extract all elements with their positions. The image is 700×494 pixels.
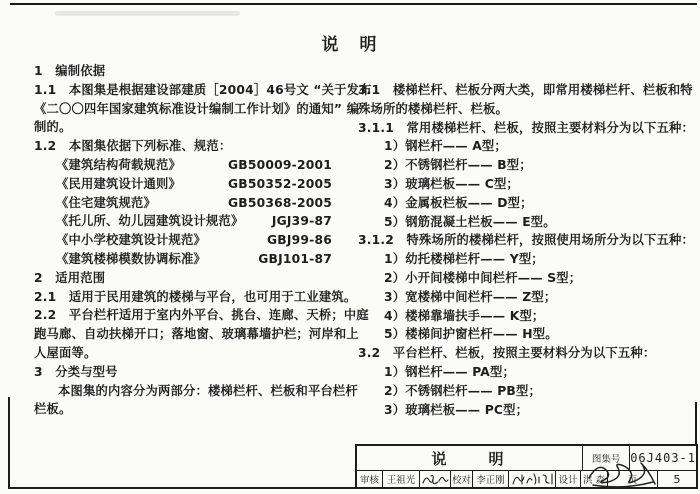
- text-line: 3.1.2 特殊场所的楼梯栏杆，按照使用场所分为以下五种：: [358, 233, 694, 248]
- right-text-column: [358, 81, 694, 419]
- text-line: 2.1 适用于民用建筑的楼梯与平台，也可用于工业建筑。: [34, 289, 357, 304]
- list-item: 3）宽楼梯中间栏杆—— Z型；: [384, 289, 557, 304]
- list-item: 1）钢栏杆—— PA型；: [384, 364, 516, 379]
- standard-title: 《托儿所、幼儿园建筑设计规范》: [56, 214, 244, 229]
- title-block-row-1: [357, 446, 696, 470]
- standard-reference: [34, 212, 332, 231]
- standard-code: GB50352-2005: [228, 176, 332, 191]
- standard-title: 《住宅建筑规范》: [56, 195, 156, 210]
- section-heading: 3 分类与型号: [34, 364, 118, 379]
- review-name: 王祖光: [382, 471, 419, 487]
- list-item: 3）玻璃栏板—— PC型；: [384, 402, 529, 417]
- text-line: 3.2 平台栏杆、栏板，按照主要材料分为以下五种：: [358, 346, 656, 361]
- text-line: 《二〇〇四年国家建筑标准设计编制工作计划》的通知” 编: [34, 101, 360, 116]
- standard-code: GBJ99-86: [267, 233, 332, 248]
- list-item: 2）不锈钢栏杆—— B型；: [384, 158, 532, 173]
- standard-code: JGJ39-87: [271, 214, 332, 229]
- atlas-number: 06J403-1: [629, 446, 696, 470]
- list-item: 5）楼梯间护窗栏杆—— H型。: [384, 327, 558, 342]
- text-line: 人屋面等。: [34, 345, 97, 360]
- design-label: 设计: [555, 471, 580, 487]
- standard-code: GB50368-2005: [228, 195, 332, 210]
- list-item: 4）金属板栏板—— D型；: [384, 195, 533, 210]
- title-block-title: 说 明: [431, 449, 508, 468]
- standard-title: 《建筑结构荷载规范》: [56, 157, 181, 172]
- standard-reference: [34, 231, 332, 250]
- sheet-page-number: 5: [657, 471, 696, 487]
- standard-code: GB50009-2001: [228, 157, 332, 172]
- standard-reference: [34, 194, 332, 213]
- standard-reference: [34, 175, 332, 194]
- text-line: 殊场所的楼梯栏杆、栏板。: [358, 101, 508, 116]
- list-item: 3）玻璃栏板—— C型；: [384, 176, 519, 191]
- section-heading: 2 适用范围: [34, 270, 106, 285]
- text-line: 跑马廊、自动扶梯开口；落地窗、玻璃幕墙护栏；河岸和上: [34, 327, 359, 342]
- atlas-number-label: 图集号: [582, 446, 629, 470]
- text-line: 栏板。: [34, 402, 72, 417]
- list-item: 1）幼托楼梯栏杆—— Y型；: [384, 252, 544, 267]
- text-line: 2.2 平台栏杆适用于室内外平台、挑台、连廊、天桥；中庭: [34, 308, 369, 323]
- list-item: 2）小开间楼梯中间栏杆—— S型；: [384, 270, 582, 285]
- list-item: 2）不锈钢栏杆—— PB型；: [384, 383, 541, 398]
- left-text-column: [34, 62, 372, 419]
- page-label: 页: [607, 471, 657, 487]
- standard-reference: [34, 156, 332, 175]
- frame-top-line: [10, 3, 697, 5]
- list-item: 5）钢筋混凝土栏板—— E型。: [384, 214, 556, 229]
- list-item: 4）楼梯靠墙扶手—— K型；: [384, 308, 545, 323]
- frame-left-line: [8, 397, 10, 489]
- title-block: [355, 444, 698, 489]
- section-heading: 1 编制依据: [34, 64, 106, 78]
- design-name: 洪 森: [580, 471, 607, 487]
- standard-title: 《中小学校建筑设计规范》: [56, 233, 206, 248]
- scan-smudge: [55, 11, 240, 16]
- title-block-row-2: [357, 470, 696, 487]
- text-line: 3.1.1 常用楼梯栏杆、栏板，按照主要材料分为以下五种：: [358, 120, 694, 135]
- text-line: 本图集的内容分为两部分：楼梯栏杆、栏板和平台栏杆: [58, 383, 358, 398]
- standard-code: GBJ101-87: [258, 251, 332, 266]
- proof-name: 李正刚: [472, 471, 508, 487]
- list-item: 1）钢栏杆—— A型；: [384, 139, 507, 154]
- text-line: 1.2 本图集依据下列标准、规范：: [34, 139, 232, 154]
- page-title: 说 明: [321, 35, 379, 55]
- text-line: 1.1 本图集是根据建设部建质［2004］46号文 “关于发布: [34, 82, 372, 97]
- review-label: 审核: [359, 475, 379, 486]
- text-line: 3.1 楼梯栏杆、栏板分两大类，即常用楼梯栏杆、栏板和特: [358, 83, 693, 97]
- review-signature-icon: [419, 471, 450, 487]
- standard-reference: [34, 250, 332, 269]
- standard-title: 《建筑楼梯模数协调标准》: [56, 251, 206, 266]
- text-line: 制的。: [34, 120, 72, 135]
- standard-title: 《民用建筑设计通则》: [56, 176, 181, 191]
- proof-signature-icon: [508, 471, 555, 487]
- proof-label: 校对: [450, 471, 472, 487]
